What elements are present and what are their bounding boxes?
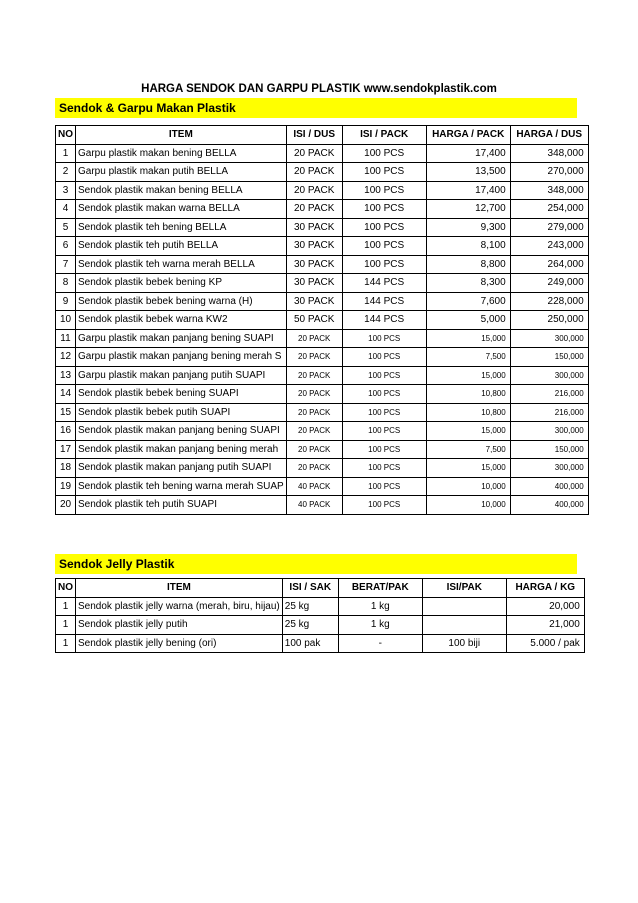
cell-qty: 50 PACK xyxy=(286,311,342,330)
cell-qty: 20 PACK xyxy=(286,348,342,367)
cell-no: 6 xyxy=(56,237,76,256)
cell-item: Sendok plastik bebek warna KW2 xyxy=(76,311,287,330)
cell-pack: 100 PCS xyxy=(342,200,426,219)
cell-item: Sendok plastik bebek bening SUAPI xyxy=(76,385,287,404)
column-header-isi-sak: ISI / SAK xyxy=(282,579,338,598)
cell-pack: 1 kg xyxy=(338,616,422,635)
cell-no: 13 xyxy=(56,366,76,385)
cell-qty: 20 PACK xyxy=(286,181,342,200)
cell-price: 10,000 xyxy=(426,477,510,496)
cell-total: 400,000 xyxy=(510,477,588,496)
cell-item: Garpu plastik makan panjang bening merah S xyxy=(76,348,287,367)
cell-item: Sendok plastik teh bening warna merah SUAP xyxy=(76,477,287,496)
cell-price: 15,000 xyxy=(426,366,510,385)
table-row xyxy=(56,385,589,404)
cell-qty: 20 PACK xyxy=(286,403,342,422)
cell-qty: 25 kg xyxy=(282,616,338,635)
cell-item: Sendok plastik teh bening BELLA xyxy=(76,218,287,237)
cell-no: 4 xyxy=(56,200,76,219)
cell-item: Sendok plastik makan bening BELLA xyxy=(76,181,287,200)
cell-qty: 30 PACK xyxy=(286,218,342,237)
cell-total: 20,000 xyxy=(506,597,584,616)
cell-total: 300,000 xyxy=(510,422,588,441)
cell-no: 1 xyxy=(56,597,76,616)
cell-pack: 100 PCS xyxy=(342,496,426,515)
cell-price: 15,000 xyxy=(426,459,510,478)
cell-price: 8,300 xyxy=(426,274,510,293)
column-header-harga-pack: HARGA / PACK xyxy=(426,126,510,145)
cell-pack: 100 PCS xyxy=(342,144,426,163)
table-row xyxy=(56,200,589,219)
cell-pack: 100 PCS xyxy=(342,440,426,459)
cell-pack: 100 PCS xyxy=(342,163,426,182)
table-row xyxy=(56,597,585,616)
column-header-item: ITEM xyxy=(76,579,283,598)
cell-item: Garpu plastik makan bening BELLA xyxy=(76,144,287,163)
cell-qty: 20 PACK xyxy=(286,385,342,404)
table-row xyxy=(56,237,589,256)
cell-total: 21,000 xyxy=(506,616,584,635)
cell-qty: 20 PACK xyxy=(286,366,342,385)
cell-qty: 25 kg xyxy=(282,597,338,616)
cell-pack: 100 PCS xyxy=(342,422,426,441)
cell-pack: 100 PCS xyxy=(342,329,426,348)
cell-pack: 100 PCS xyxy=(342,181,426,200)
cell-no: 8 xyxy=(56,274,76,293)
cell-pack: - xyxy=(338,634,422,653)
cell-total: 216,000 xyxy=(510,403,588,422)
cell-price: 10,800 xyxy=(426,385,510,404)
column-header-isi-dus: ISI / DUS xyxy=(286,126,342,145)
cell-qty: 40 PACK xyxy=(286,477,342,496)
table-row xyxy=(56,440,589,459)
cell-item: Sendok plastik jelly warna (merah, biru, hijau) xyxy=(76,597,283,616)
table-row xyxy=(56,459,589,478)
cell-total: 150,000 xyxy=(510,348,588,367)
table-row xyxy=(56,163,589,182)
cell-pack: 100 PCS xyxy=(342,366,426,385)
cell-no: 2 xyxy=(56,163,76,182)
cell-pack: 100 PCS xyxy=(342,255,426,274)
cell-item: Sendok plastik makan panjang putih SUAPI xyxy=(76,459,287,478)
cell-price: 12,700 xyxy=(426,200,510,219)
cell-item: Garpu plastik makan panjang bening SUAPI xyxy=(76,329,287,348)
cell-no: 1 xyxy=(56,616,76,635)
cell-total: 279,000 xyxy=(510,218,588,237)
cell-price: 15,000 xyxy=(426,329,510,348)
cell-total: 249,000 xyxy=(510,274,588,293)
cell-price: 13,500 xyxy=(426,163,510,182)
cell-qty: 20 PACK xyxy=(286,440,342,459)
table-row xyxy=(56,218,589,237)
cell-qty: 20 PACK xyxy=(286,329,342,348)
cell-price: 100 biji xyxy=(422,634,506,653)
cell-price xyxy=(422,616,506,635)
cell-no: 7 xyxy=(56,255,76,274)
cell-item: Sendok plastik teh putih SUAPI xyxy=(76,496,287,515)
table-row xyxy=(56,311,589,330)
cell-price: 8,100 xyxy=(426,237,510,256)
table-row xyxy=(56,144,589,163)
cell-item: Sendok plastik jelly bening (ori) xyxy=(76,634,283,653)
cell-price: 15,000 xyxy=(426,422,510,441)
table-header-row xyxy=(56,126,589,145)
cell-qty: 30 PACK xyxy=(286,237,342,256)
cell-no: 1 xyxy=(56,144,76,163)
cell-total: 300,000 xyxy=(510,366,588,385)
cell-total: 150,000 xyxy=(510,440,588,459)
cell-pack: 100 PCS xyxy=(342,218,426,237)
table-row xyxy=(56,292,589,311)
cell-item: Sendok plastik bebek putih SUAPI xyxy=(76,403,287,422)
table-row xyxy=(56,422,589,441)
cell-item: Garpu plastik makan panjang putih SUAPI xyxy=(76,366,287,385)
cell-item: Sendok plastik bebek bening KP xyxy=(76,274,287,293)
cell-item: Sendok plastik makan panjang bening merah xyxy=(76,440,287,459)
cell-qty: 100 pak xyxy=(282,634,338,653)
cell-item: Garpu plastik makan putih BELLA xyxy=(76,163,287,182)
cell-price: 17,400 xyxy=(426,144,510,163)
cell-item: Sendok plastik bebek bening warna (H) xyxy=(76,292,287,311)
cell-no: 19 xyxy=(56,477,76,496)
cell-price xyxy=(422,597,506,616)
section-heading-sendok-jelly: Sendok Jelly Plastik xyxy=(55,554,577,574)
cell-no: 10 xyxy=(56,311,76,330)
cell-item: Sendok plastik makan warna BELLA xyxy=(76,200,287,219)
cell-total: 348,000 xyxy=(510,144,588,163)
table-row xyxy=(56,403,589,422)
table-row xyxy=(56,477,589,496)
cell-price: 5,000 xyxy=(426,311,510,330)
cell-qty: 40 PACK xyxy=(286,496,342,515)
cell-qty: 30 PACK xyxy=(286,255,342,274)
cell-total: 250,000 xyxy=(510,311,588,330)
cell-total: 348,000 xyxy=(510,181,588,200)
cell-total: 264,000 xyxy=(510,255,588,274)
cell-price: 7,600 xyxy=(426,292,510,311)
cell-total: 5.000 / pak xyxy=(506,634,584,653)
cell-total: 270,000 xyxy=(510,163,588,182)
cell-pack: 144 PCS xyxy=(342,311,426,330)
table-row xyxy=(56,496,589,515)
cell-no: 3 xyxy=(56,181,76,200)
cell-item: Sendok plastik makan panjang bening SUAPI xyxy=(76,422,287,441)
cell-item: Sendok plastik teh warna merah BELLA xyxy=(76,255,287,274)
cell-no: 18 xyxy=(56,459,76,478)
price-table-sendok-garpu xyxy=(55,125,589,515)
column-header-isi-pack: ISI / PACK xyxy=(342,126,426,145)
cell-item: Sendok plastik jelly putih xyxy=(76,616,283,635)
cell-no: 16 xyxy=(56,422,76,441)
column-header-berat-pak: BERAT/PAK xyxy=(338,579,422,598)
cell-no: 17 xyxy=(56,440,76,459)
table-row xyxy=(56,274,589,293)
cell-item: Sendok plastik teh putih BELLA xyxy=(76,237,287,256)
cell-qty: 20 PACK xyxy=(286,459,342,478)
cell-pack: 1 kg xyxy=(338,597,422,616)
cell-pack: 100 PCS xyxy=(342,403,426,422)
cell-total: 400,000 xyxy=(510,496,588,515)
cell-price: 10,800 xyxy=(426,403,510,422)
cell-no: 20 xyxy=(56,496,76,515)
column-header-item: ITEM xyxy=(76,126,287,145)
cell-qty: 20 PACK xyxy=(286,144,342,163)
table-row xyxy=(56,348,589,367)
column-header-no: NO xyxy=(56,126,76,145)
column-header-isi-pak: ISI/PAK xyxy=(422,579,506,598)
cell-no: 1 xyxy=(56,634,76,653)
cell-no: 15 xyxy=(56,403,76,422)
cell-qty: 20 PACK xyxy=(286,422,342,441)
cell-pack: 100 PCS xyxy=(342,237,426,256)
table-header-row xyxy=(56,579,585,598)
cell-pack: 100 PCS xyxy=(342,385,426,404)
cell-price: 7,500 xyxy=(426,348,510,367)
cell-total: 243,000 xyxy=(510,237,588,256)
table-row xyxy=(56,255,589,274)
column-header-harga-kg: HARGA / KG xyxy=(506,579,584,598)
table-row xyxy=(56,616,585,635)
cell-price: 10,000 xyxy=(426,496,510,515)
cell-qty: 20 PACK xyxy=(286,200,342,219)
cell-no: 14 xyxy=(56,385,76,404)
table-row xyxy=(56,181,589,200)
cell-no: 11 xyxy=(56,329,76,348)
cell-no: 12 xyxy=(56,348,76,367)
price-table-sendok-jelly xyxy=(55,578,585,653)
cell-no: 9 xyxy=(56,292,76,311)
column-header-no: NO xyxy=(56,579,76,598)
cell-price: 17,400 xyxy=(426,181,510,200)
table-row xyxy=(56,329,589,348)
cell-pack: 100 PCS xyxy=(342,477,426,496)
cell-total: 300,000 xyxy=(510,329,588,348)
cell-pack: 144 PCS xyxy=(342,274,426,293)
cell-price: 9,300 xyxy=(426,218,510,237)
cell-price: 8,800 xyxy=(426,255,510,274)
cell-pack: 144 PCS xyxy=(342,292,426,311)
table-row xyxy=(56,366,589,385)
section-heading-sendok-garpu: Sendok & Garpu Makan Plastik xyxy=(55,98,577,118)
cell-qty: 20 PACK xyxy=(286,163,342,182)
cell-total: 216,000 xyxy=(510,385,588,404)
cell-total: 300,000 xyxy=(510,459,588,478)
cell-pack: 100 PCS xyxy=(342,459,426,478)
column-header-harga-dus: HARGA / DUS xyxy=(510,126,588,145)
cell-qty: 30 PACK xyxy=(286,274,342,293)
cell-price: 7,500 xyxy=(426,440,510,459)
page-title: HARGA SENDOK DAN GARPU PLASTIK www.sendokplastik.com xyxy=(141,83,497,95)
cell-total: 228,000 xyxy=(510,292,588,311)
cell-qty: 30 PACK xyxy=(286,292,342,311)
cell-pack: 100 PCS xyxy=(342,348,426,367)
cell-no: 5 xyxy=(56,218,76,237)
table-row xyxy=(56,634,585,653)
cell-total: 254,000 xyxy=(510,200,588,219)
